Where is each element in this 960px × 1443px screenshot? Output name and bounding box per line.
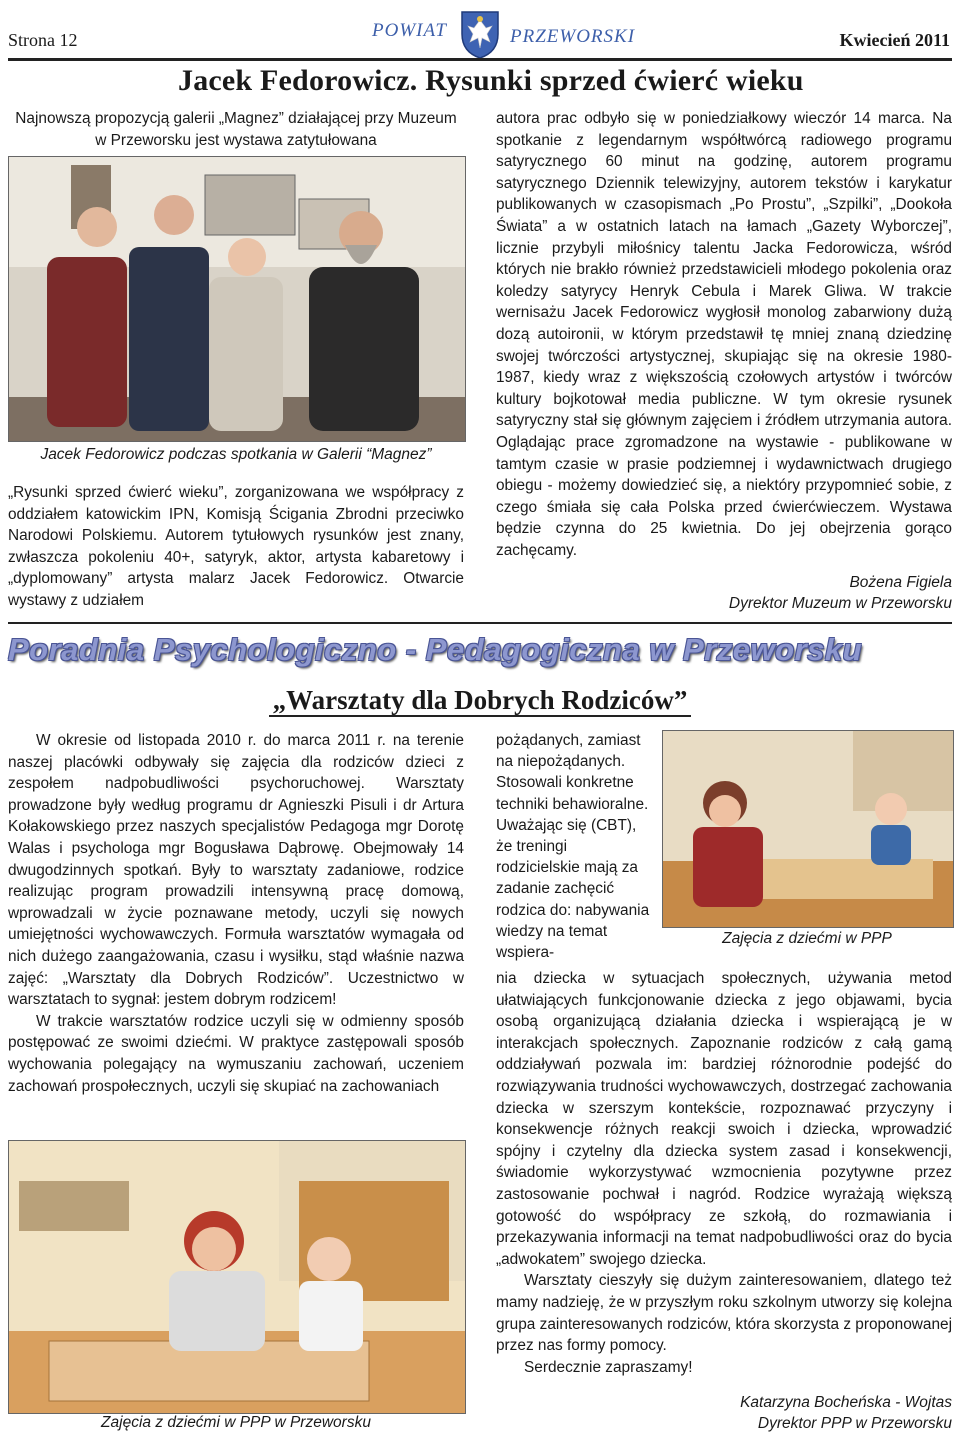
article2-left-paragraph-2: W trakcie warsztatów rodzice uczyli się w odmienny sposób postępować ze swoimi dziećmi. W praktyce zastępowali sposób wychowania polegający na wymuszaniu zachowań, uczeniem zachowań prospołecznych, uczyli się skupiać na zachowaniach <box>8 1012 464 1095</box>
article2-author: Katarzyna Bocheńska - Wojtas <box>740 1394 952 1411</box>
header-rule <box>8 58 952 61</box>
photo-fedorowicz <box>8 156 466 442</box>
article1-signature <box>496 572 952 614</box>
article2-right-paragraph-2: Warsztaty cieszyły się dużym zainteresowaniem, dlatego też mamy nadzieję, że w przyszłym roku szkolnym utworzy się kolejna grupa zainteresowanych rodziców, która skorzysta z proponowanej przez nas formy pomocy. <box>496 1272 952 1355</box>
article1-right-text: autora prac odbyło się w poniedziałkowy wieczór 14 marca. Na spotkanie z legendarnym współtwórcą radiowego programu satyrycznego 60 minut na godzinę, autorem programu satyrycznego Dziennik telewizyjny, autorem tekstów i karykatur publikowanych w czasopismach „Po Prostu”, „Szpilki”, „Dookoła Świata” a w ostatnich latach na łamach „Gazety Wyborczej”, licznie przybyli miłośnicy talentu Jacka Fedorowicza, wśród których nie brakło również przedstawicieli młodego pokolenia oraz koledzy satyrycy Henryk Cebula i Marek Gliwa. W trakcie wernisażu Jacek Fedorowicz wygłosił monolog zabarwiony dużą dozą autoironii, w którym przedstawił tę mniej znaną dziedzinę swojej twórczości artystycznej, skupiając się na okresie 1980-1987, kiedy wraz z większością czołowych artystów i twórców kultury bojkotował media publiczne. W tym okresie rysunek satyryczny stał się głównym zajęciem i źródłem utrzymania autora. Oglądając prace zgromadzone na wystawie - publikowane w tamtym czasie w prasie podziemnej i wydawnictwach drugiego obiegu - możemy dowiedzieć się, a niektóry przypomnieć sobie, z czego śmiała się cała Polska przed ćwierćwieczem. Wystawa będzie czynna do 25 kwietnia. Do jej obejrzenia gorąco zachęcamy. <box>496 110 952 559</box>
ppp-photo-illustration <box>663 731 953 927</box>
article2-right-paragraph-1: nia dziecka w sytuacjach społecznych, używania metod ułatwiających funkcjonowanie dziecka z jego objawami, bycia osobą organizującą działania dziecka i wspierającą je w interakcjach społecznych. Zapoznanie rodziców z całą gamą oddziaływań pozwala im: bardziej różnorodnie podejść do rozwiązywania trudności wychowawczych, dostrzegać zachowania dziecka w szerszym kontekście, rozpoznawać przyczyny i konsekwencje różnych reakcji swoich i dziecka, wprowadzić spójny i czytelny dla dziecka system zasad i konsekwencji, świadomie wykorzystywać wzmocnienia pozytywne przez zastosowanie pochwał i nagród. Rodzice wyrażają większą gotowość do współpracy ze szkołą, do rozmawiania i przekazywania informacji na temat nadpobudliwości oraz do bycia „adwokatem” swojego dziecka. <box>496 970 952 1268</box>
photo-fedorowicz-caption: Jacek Fedorowicz podczas spotkania w Galerii “Magnez” <box>40 446 432 463</box>
article1-title: Jacek Fedorowicz. Rysunki sprzed ćwierć wieku <box>178 64 804 97</box>
article1-intro: Najnowszą propozycją galerii „Magnez” działającej przy Muzeum w Przeworsku jest wystawa zatytułowana <box>15 110 457 149</box>
article1-left-text: „Rysunki sprzed ćwierć wieku”, zorganizowana we współpracy z oddziałem katowickim IPN, Komisją Ścigania Zbrodni przeciwko Narodowi Polskiemu. Autorem tytułowych rysunków jest znany, zwłaszcza pokoleniu 40+, satyryk, aktor, artysta kabaretowy i „dyplomowany” artysta malarz Jacek Fedorowicz. Otwarcie wystawy z udziałem <box>8 484 464 609</box>
section-rule <box>8 622 952 624</box>
article2-signature <box>496 1392 952 1434</box>
article2-author-role: Dyrektor PPP w Przeworsku <box>757 1415 952 1432</box>
article2-title: „Warsztaty dla Dobrych Rodziców” <box>269 685 692 717</box>
article1-author-role: Dyrektor Muzeum w Przeworsku <box>728 595 952 612</box>
article2-title-wrap <box>0 685 960 716</box>
logo-word-left: POWIAT <box>372 20 447 41</box>
photo-ppp-caption: Zajęcia z dziećmi w PPP <box>722 930 892 947</box>
gallery-photo-illustration <box>9 157 465 441</box>
article2-narrow-column: pożądanych, zamiast na niepożądanych. Stosowali konkretne techniki behawioralne. Uważając się (CBT), że treningi rodzicielskie mają za zadanie zachęcić rodzica do: nabywania wiedzy na temat wspiera- <box>496 732 650 962</box>
page-number: Strona 12 <box>8 30 78 50</box>
article2-closing: Serdecznie zapraszamy! <box>524 1358 693 1376</box>
article2-left-paragraph-1: W okresie od listopada 2010 r. do marca 2011 r. na terenie naszej placówki odbywały się zajęcia dla rodziców dzieci z zespołem nadpobudliwości psychoruchowej. Warsztaty prowadzone były według programu dr Agnieszki Pisuli i dr Artura Kołakowskiego przez naszych specjalistów Pedagoga mgr Dorotę Walas i psychologa mgr Bogusława Dąbrowę. Obejmowały 14 dwugodzinnych spotkań. Były to warsztaty zadaniowe, rodzice realizując program prowadzili intensywną pracę domową, wprowadzali w życie poznawane metody, uczyli się nowych umiejętności wychowawczych. Formuła warsztatów wymagała od nich dużego zaangażowania, czasu i wysiłku, stąd właśnie nazwa zajęć: „Warsztaty dla Dobrych Rodziców”. Uczestnictwo w warsztatach to sygnał: jestem dobrym rodzicem! <box>8 732 464 1009</box>
coat-of-arms-icon <box>456 8 504 60</box>
classroom-photo-illustration <box>9 1141 465 1413</box>
photo-ppp <box>662 730 954 928</box>
article2-right-column <box>496 968 952 1378</box>
article2-left-column <box>8 730 464 1097</box>
masthead-logo <box>372 8 662 60</box>
article1-author: Bożena Figiela <box>849 574 952 591</box>
photo-classroom <box>8 1140 466 1414</box>
logo-word-right: PRZEWORSKI <box>510 26 636 47</box>
issue-date: Kwiecień 2011 <box>839 30 950 50</box>
section-heading: Poradnia Psychologiczno - Pedagogiczna w Przeworsku <box>8 632 863 667</box>
photo-classroom-caption: Zajęcia z dziećmi w PPP w Przeworsku <box>101 1414 371 1431</box>
